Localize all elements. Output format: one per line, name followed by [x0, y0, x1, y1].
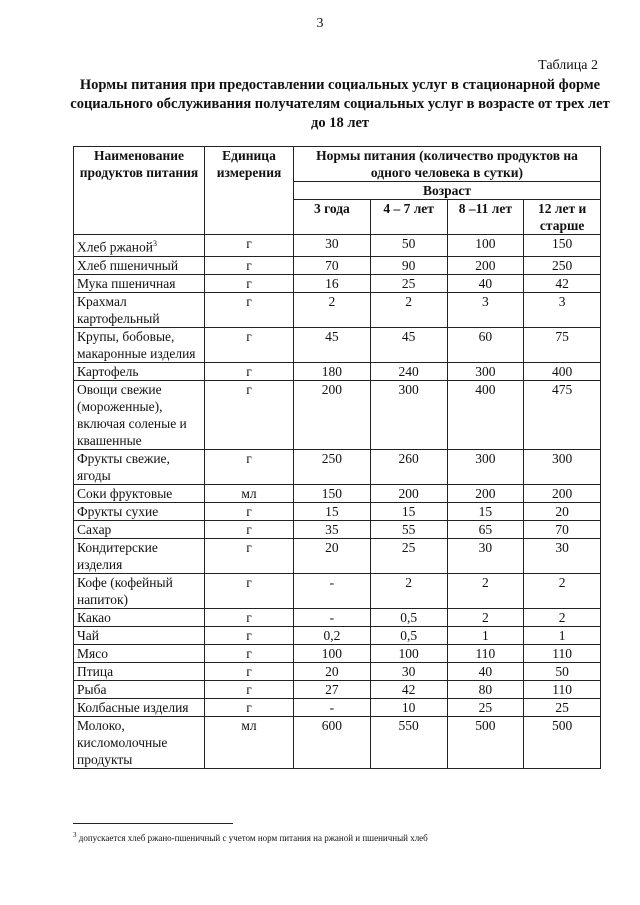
- unit-cell: г: [205, 502, 294, 520]
- table-row: [74, 662, 601, 680]
- product-name: Фрукты сухие: [77, 503, 159, 519]
- norm-value-cell: 90: [370, 256, 447, 274]
- norm-value-cell: 500: [447, 716, 524, 768]
- unit-cell: г: [205, 680, 294, 698]
- norm-value-cell: 200: [294, 380, 371, 449]
- unit-cell: г: [205, 256, 294, 274]
- nutrition-norms-table: [73, 146, 601, 769]
- table-row: [74, 484, 601, 502]
- footnote: [73, 831, 428, 843]
- table-row: [74, 292, 601, 327]
- unit-cell: г: [205, 274, 294, 292]
- norm-value-cell: -: [294, 573, 371, 608]
- header-age-8-11: 8 –11 лет: [447, 200, 524, 235]
- product-name: Чай: [77, 627, 99, 643]
- unit-cell: г: [205, 608, 294, 626]
- product-name: Мука пшеничная: [77, 275, 176, 291]
- table-row: [74, 235, 601, 257]
- norm-value-cell: 300: [524, 449, 601, 484]
- table-row: [74, 538, 601, 573]
- unit-cell: г: [205, 362, 294, 380]
- norm-value-cell: 60: [447, 327, 524, 362]
- product-name-cell: [74, 626, 205, 644]
- norm-value-cell: 25: [447, 698, 524, 716]
- norm-value-cell: 55: [370, 520, 447, 538]
- header-norms: Нормы питания (количество продуктов на одного человека в сутки): [294, 147, 601, 182]
- product-name-cell: [74, 520, 205, 538]
- product-name: Мясо: [77, 645, 108, 661]
- page-number: 3: [316, 16, 324, 31]
- norm-value-cell: -: [294, 698, 371, 716]
- header-unit: Единица измерения: [205, 147, 294, 235]
- norm-value-cell: 250: [524, 256, 601, 274]
- norm-value-cell: 180: [294, 362, 371, 380]
- table-row: [74, 380, 601, 449]
- norm-value-cell: 50: [370, 235, 447, 257]
- header-age-4-7: 4 – 7 лет: [370, 200, 447, 235]
- norm-value-cell: 2: [447, 573, 524, 608]
- table-row: [74, 256, 601, 274]
- product-name-cell: [74, 235, 205, 257]
- norm-value-cell: 15: [294, 502, 371, 520]
- norm-value-cell: 600: [294, 716, 371, 768]
- unit-cell: г: [205, 449, 294, 484]
- product-name-cell: [74, 449, 205, 484]
- norm-value-cell: 2: [524, 608, 601, 626]
- norm-value-cell: 15: [370, 502, 447, 520]
- product-name: Крупы, бобовые, макаронные изделия: [77, 328, 196, 361]
- footnote-text: допускается хлеб ржано-пшеничный с учетом норм питания на ржаной и пшеничный хлеб: [78, 833, 428, 843]
- norm-value-cell: 2: [370, 573, 447, 608]
- norm-value-cell: 30: [370, 662, 447, 680]
- norm-value-cell: 80: [447, 680, 524, 698]
- product-name-cell: [74, 484, 205, 502]
- norm-value-cell: 45: [294, 327, 371, 362]
- norm-value-cell: 25: [524, 698, 601, 716]
- norm-value-cell: 110: [524, 680, 601, 698]
- footnote-mark: 3: [73, 831, 77, 839]
- product-name: Какао: [77, 609, 111, 625]
- norm-value-cell: 200: [370, 484, 447, 502]
- norm-value-cell: 65: [447, 520, 524, 538]
- table-row: [74, 680, 601, 698]
- product-name-cell: [74, 573, 205, 608]
- product-name-cell: [74, 274, 205, 292]
- unit-cell: г: [205, 662, 294, 680]
- norm-value-cell: 0,5: [370, 608, 447, 626]
- product-name: Молоко, кисломолочные продукты: [77, 717, 168, 767]
- norm-value-cell: 15: [447, 502, 524, 520]
- norm-value-cell: 42: [524, 274, 601, 292]
- unit-cell: г: [205, 573, 294, 608]
- norm-value-cell: 50: [524, 662, 601, 680]
- norm-value-cell: 240: [370, 362, 447, 380]
- norm-value-cell: 100: [447, 235, 524, 257]
- unit-cell: г: [205, 327, 294, 362]
- table-row: [74, 626, 601, 644]
- unit-cell: мл: [205, 484, 294, 502]
- norm-value-cell: 25: [370, 274, 447, 292]
- product-name-cell: [74, 256, 205, 274]
- norm-value-cell: 27: [294, 680, 371, 698]
- norm-value-cell: 30: [447, 538, 524, 573]
- norm-value-cell: 30: [524, 538, 601, 573]
- norm-value-cell: 2: [294, 292, 371, 327]
- norm-value-cell: 110: [447, 644, 524, 662]
- product-name: Соки фруктовые: [77, 485, 173, 501]
- norm-value-cell: 25: [370, 538, 447, 573]
- product-name: Фрукты свежие, ягоды: [77, 450, 170, 483]
- norm-value-cell: 2: [370, 292, 447, 327]
- norm-value-cell: 42: [370, 680, 447, 698]
- unit-cell: г: [205, 380, 294, 449]
- norm-value-cell: 70: [294, 256, 371, 274]
- table-row: [74, 274, 601, 292]
- norm-value-cell: 35: [294, 520, 371, 538]
- norm-value-cell: 400: [447, 380, 524, 449]
- norm-value-cell: 30: [294, 235, 371, 257]
- table-row: [74, 449, 601, 484]
- product-name-cell: [74, 644, 205, 662]
- norm-value-cell: 2: [524, 573, 601, 608]
- norm-value-cell: 10: [370, 698, 447, 716]
- norm-value-cell: 260: [370, 449, 447, 484]
- unit-cell: г: [205, 538, 294, 573]
- product-name-cell: [74, 538, 205, 573]
- table-row: [74, 502, 601, 520]
- header-age: Возраст: [294, 182, 601, 200]
- norm-value-cell: 250: [294, 449, 371, 484]
- product-name: Колбасные изделия: [77, 699, 189, 715]
- norm-value-cell: 100: [294, 644, 371, 662]
- norm-value-cell: 2: [447, 608, 524, 626]
- product-name-cell: [74, 380, 205, 449]
- product-name: Хлеб ржаной: [77, 239, 153, 255]
- product-name-cell: [74, 327, 205, 362]
- product-name-cell: [74, 680, 205, 698]
- norm-value-cell: 3: [524, 292, 601, 327]
- product-name: Рыба: [77, 681, 107, 697]
- table-row: [74, 698, 601, 716]
- norm-value-cell: 200: [524, 484, 601, 502]
- norm-value-cell: -: [294, 608, 371, 626]
- product-name: Овощи свежие (мороженные), включая соленые и квашенные: [77, 381, 187, 448]
- norm-value-cell: 300: [447, 362, 524, 380]
- product-name-cell: [74, 716, 205, 768]
- norm-value-cell: 45: [370, 327, 447, 362]
- unit-cell: г: [205, 292, 294, 327]
- norm-value-cell: 40: [447, 662, 524, 680]
- norm-value-cell: 150: [524, 235, 601, 257]
- norm-value-cell: 3: [447, 292, 524, 327]
- product-name: Сахар: [77, 521, 112, 537]
- table-row: [74, 573, 601, 608]
- norm-value-cell: 16: [294, 274, 371, 292]
- norm-value-cell: 200: [447, 256, 524, 274]
- footnote-reference: 3: [153, 239, 157, 248]
- norm-value-cell: 75: [524, 327, 601, 362]
- header-age-12-plus: 12 лет и старше: [524, 200, 601, 235]
- document-title: Нормы питания при предоставлении социальных услуг в стационарной форме социального обслуживания получателям социальных услуг в возрасте от трех лет до 18 лет: [70, 77, 610, 131]
- header-product-name: Наименование продуктов питания: [74, 147, 205, 235]
- unit-cell: мл: [205, 716, 294, 768]
- product-name-cell: [74, 608, 205, 626]
- table-row: [74, 520, 601, 538]
- unit-cell: г: [205, 698, 294, 716]
- unit-cell: г: [205, 626, 294, 644]
- norm-value-cell: 1: [524, 626, 601, 644]
- norm-value-cell: 20: [294, 662, 371, 680]
- norm-value-cell: 400: [524, 362, 601, 380]
- table-row: [74, 716, 601, 768]
- norm-value-cell: 110: [524, 644, 601, 662]
- norm-value-cell: 200: [447, 484, 524, 502]
- product-name: Птица: [77, 663, 114, 679]
- product-name-cell: [74, 502, 205, 520]
- product-name: Картофель: [77, 363, 139, 379]
- header-age-3: 3 года: [294, 200, 371, 235]
- product-name-cell: [74, 662, 205, 680]
- norm-value-cell: 70: [524, 520, 601, 538]
- norm-value-cell: 1: [447, 626, 524, 644]
- norm-value-cell: 40: [447, 274, 524, 292]
- norm-value-cell: 475: [524, 380, 601, 449]
- norm-value-cell: 300: [447, 449, 524, 484]
- table-row: [74, 644, 601, 662]
- norm-value-cell: 150: [294, 484, 371, 502]
- table-row: [74, 608, 601, 626]
- footnote-divider: [73, 823, 233, 824]
- table-row: [74, 327, 601, 362]
- product-name: Кофе (кофейный напиток): [77, 574, 173, 607]
- norm-value-cell: 20: [294, 538, 371, 573]
- product-name: Кондитерские изделия: [77, 539, 158, 572]
- product-name: Крахмал картофельный: [77, 293, 160, 326]
- norm-value-cell: 0,5: [370, 626, 447, 644]
- table-body: [74, 235, 601, 769]
- product-name: Хлеб пшеничный: [77, 257, 179, 273]
- product-name-cell: [74, 362, 205, 380]
- product-name-cell: [74, 292, 205, 327]
- norm-value-cell: 100: [370, 644, 447, 662]
- norm-value-cell: 300: [370, 380, 447, 449]
- norm-value-cell: 500: [524, 716, 601, 768]
- unit-cell: г: [205, 644, 294, 662]
- product-name-cell: [74, 698, 205, 716]
- norm-value-cell: 0,2: [294, 626, 371, 644]
- table-row: [74, 362, 601, 380]
- unit-cell: г: [205, 520, 294, 538]
- table-label: Таблица 2: [538, 58, 598, 73]
- unit-cell: г: [205, 235, 294, 257]
- norm-value-cell: 550: [370, 716, 447, 768]
- norm-value-cell: 20: [524, 502, 601, 520]
